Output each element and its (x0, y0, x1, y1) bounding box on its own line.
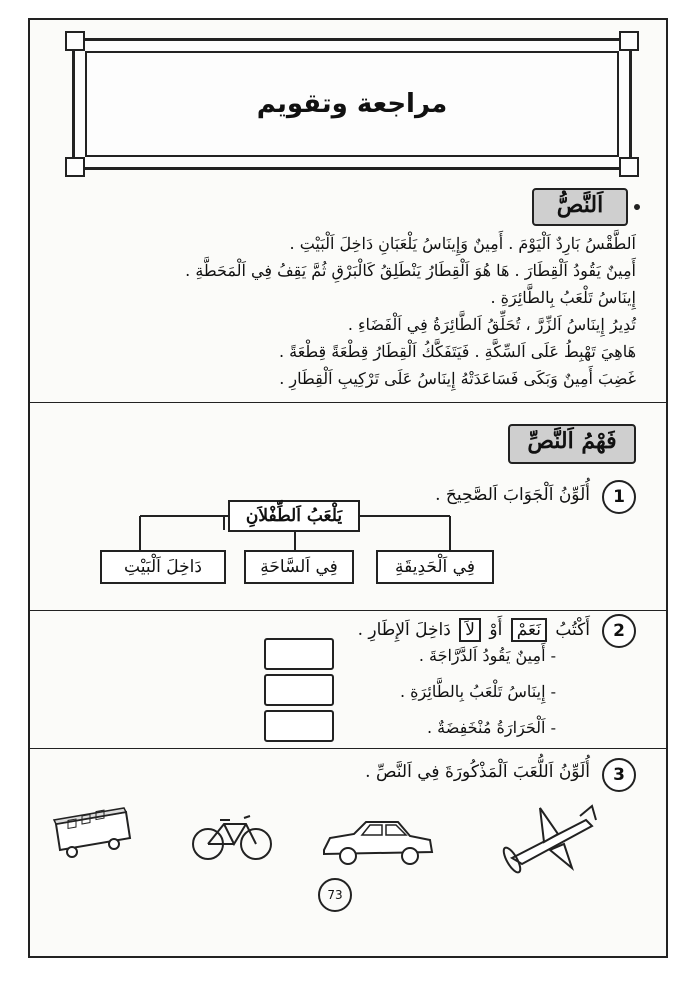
text-section-label: اَلنَّصُّ (532, 188, 628, 226)
q2-answer-box-3[interactable] (264, 710, 334, 742)
question-3-prompt: أُلَوِّنُ اَللُّعَبَ اَلْمَذْكُورَةَ فِي اَلنَّصِّ . (365, 762, 590, 782)
question-3-number: 3 (602, 758, 636, 792)
q1-option-garden[interactable]: فِي اَلْحَدِيقَةِ (376, 550, 494, 584)
text-line-2: أَمِينٌ يَقُودُ اَلْقِطَارَ . هَا هُوَ اَلْقِطَارُ يَنْطَلِقُ كَالْبَرْقِ ثُمَّ يَقِفُ فِي اَلْمَحَطَّةِ . (185, 261, 636, 280)
question-2-number: 2 (602, 614, 636, 648)
plane-icon[interactable] (500, 798, 600, 878)
text-line-3: إِينَاسُ تَلْعَبُ بِالطَّائِرَةِ . (490, 288, 636, 307)
train-icon[interactable] (48, 802, 138, 862)
q2-prompt-start: أَكْتُبُ (555, 620, 590, 640)
q2-statement-2: - إِينَاسُ تَلْعَبُ بِالطَّائِرَةِ . (399, 682, 556, 701)
q2-statement-3: - اَلْحَرَارَةُ مُنْخَفِضَةٌ . (426, 718, 556, 737)
text-line-5: هَاهِيَ تَهْبِطُ عَلَى اَلسِّكَّةِ . فَيَتَفَكَّكُ اَلْقِطَارُ قِطْعَةً قِطْعَةً . (278, 342, 636, 361)
text-line-1: اَلطَّقْسُ بَارِدٌ اَلْيَوْمَ . أَمِينٌ وَإِينَاسُ يَلْعَبَانِ دَاخِلَ اَلْبَيْتِ . (289, 234, 636, 253)
q2-prompt-end: دَاخِلَ اَلإِطَارِ . (357, 620, 451, 640)
q1-option-yard[interactable]: فِي اَلسَّاحَةِ (244, 550, 354, 584)
q2-yes-box: نَعَمْ (511, 618, 547, 642)
car-icon[interactable] (318, 816, 438, 870)
worksheet-page (28, 18, 668, 958)
page-title: مراجعة وتقويم (256, 89, 448, 119)
q2-answer-box-1[interactable] (264, 638, 334, 670)
comprehension-section-label: فَهْمُ اَلنَّصِّ (508, 424, 636, 464)
divider (30, 610, 666, 611)
question-2-prompt (358, 618, 590, 642)
bicycle-icon[interactable] (190, 808, 274, 864)
q2-no-box: لاَ (459, 618, 481, 642)
q2-or: أَوْ (489, 620, 503, 640)
q1-root-box: يَلْعَبُ اَلطِّفْلاَنِ (228, 500, 360, 532)
page-number: 73 (318, 878, 352, 912)
question-1-prompt: أُلَوِّنُ اَلْجَوَابَ اَلصَّحِيحَ . (435, 485, 590, 505)
divider (30, 748, 666, 749)
q2-answer-box-2[interactable] (264, 674, 334, 706)
text-line-4: تُدِيرُ إِينَاسُ اَلزِّرَّ ، تُحَلِّقُ اَلطَّائِرَةُ فِي اَلْفَضَاءِ . (347, 315, 636, 334)
q2-statement-1: - أَمِينٌ يَقُودُ اَلدَّرَّاجَةَ . (418, 646, 556, 665)
q1-option-house[interactable]: دَاخِلَ اَلْبَيْتِ (100, 550, 226, 584)
text-line-6: غَضِبَ أَمِينٌ وَبَكَى فَسَاعَدَتْهُ إِينَاسُ عَلَى تَرْكِيبِ اَلْقِطَارِ . (279, 369, 636, 388)
question-1-number: 1 (602, 480, 636, 514)
